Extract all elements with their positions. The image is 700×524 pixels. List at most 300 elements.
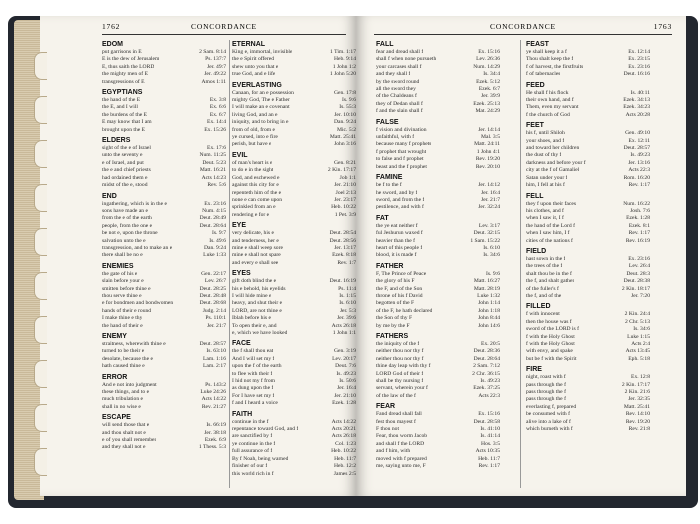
- context-phrase: to false and f prophet: [376, 156, 424, 163]
- verse-reference: Deut. 28:57: [623, 145, 650, 152]
- concordance-line: [376, 93, 500, 100]
- thumb-index-tab[interactable]: [34, 228, 47, 256]
- entry-heading: EVIL: [232, 151, 248, 159]
- concordance-line: [376, 356, 500, 363]
- verse-reference: Acts 2:4: [631, 341, 650, 347]
- verse-reference: Acts 20:28: [625, 111, 650, 118]
- verse-reference: Jer. 38:18: [204, 429, 226, 436]
- context-phrase: By f Noah, being warned: [232, 455, 289, 462]
- concordance-line: [526, 382, 650, 389]
- context-phrase: f and I heard a voice: [232, 400, 278, 407]
- concordance-line: [232, 323, 356, 330]
- concordance-line: [232, 230, 356, 237]
- verse-reference: Hos. 3:5: [481, 440, 500, 447]
- concordance-entry-group: [102, 413, 226, 452]
- context-phrase: him, I fell at his f: [526, 182, 565, 189]
- context-phrase: E, thus saith the LORD: [102, 63, 155, 70]
- concordance-line: [232, 471, 356, 478]
- verse-reference: John 3:16: [334, 141, 356, 148]
- concordance-line: [526, 256, 650, 263]
- context-phrase: to do e in the sight: [232, 167, 274, 174]
- concordance-line: [376, 300, 500, 307]
- concordance-line: [232, 371, 356, 378]
- verse-reference: Jer. 21:10: [334, 392, 356, 399]
- concordance-line: [526, 223, 650, 230]
- verse-reference: Is. 6:10: [483, 244, 500, 251]
- concordance-entry-group: [376, 173, 500, 212]
- verse-reference: Lev. 26:4: [628, 263, 650, 270]
- concordance-line: [232, 426, 356, 433]
- verse-reference: Eph. 5:18: [628, 355, 650, 362]
- concordance-line: [376, 86, 500, 93]
- context-phrase: from of old, from e: [232, 126, 276, 133]
- context-phrase: shall be thy nursing f: [376, 378, 424, 385]
- context-phrase: upon the f of the earth: [232, 363, 282, 370]
- concordance-line: [376, 79, 500, 86]
- concordance-line: [376, 348, 500, 355]
- verse-reference: Lev. 3:17: [478, 222, 500, 229]
- concordance-line: [376, 238, 500, 245]
- context-phrase: and they shall f: [376, 71, 411, 78]
- verse-reference: Gen. 17:8: [333, 89, 356, 96]
- concordance-line: [376, 371, 500, 378]
- verse-reference: 2 Kin. 18:17: [621, 285, 650, 292]
- concordance-line: [526, 97, 650, 104]
- context-phrase: and thou shalt not e: [102, 429, 146, 436]
- concordance-line: [102, 389, 226, 396]
- context-phrase: and every e shall see: [232, 259, 279, 266]
- concordance-line: [376, 56, 500, 63]
- entry-heading: FELL: [526, 192, 544, 200]
- concordance-line: [102, 127, 226, 134]
- context-phrase: which burneth with f: [526, 426, 573, 433]
- context-phrase: smitten before thine e: [102, 285, 151, 292]
- verse-reference: Acts 22:3: [478, 392, 500, 399]
- context-phrase: heart of this people f: [376, 244, 423, 251]
- context-phrase: Fand dread shall fall: [376, 411, 422, 418]
- context-phrase: desolate, because the e: [102, 355, 153, 362]
- context-phrase: ye shall keep it a f: [526, 49, 567, 55]
- concordance-line: [102, 175, 226, 182]
- context-phrase: throne of his f David: [376, 292, 423, 299]
- concordance-line: [526, 112, 650, 119]
- verse-reference: Jer. 14:14: [478, 126, 500, 133]
- concordance-line: [102, 252, 226, 259]
- verse-reference: Deut. 32:15: [473, 230, 500, 237]
- context-phrase: the f, and of the: [526, 292, 562, 299]
- verse-reference: Ezek. 5:12: [476, 78, 500, 85]
- thumb-index-tab[interactable]: [34, 272, 47, 300]
- concordance-line: [102, 71, 226, 78]
- concordance-line: [526, 404, 650, 411]
- concordance-entry-group: [102, 373, 226, 412]
- concordance-line: [232, 212, 356, 219]
- concordance-line: [526, 208, 650, 215]
- verse-reference: Jer. 14:12: [478, 182, 500, 189]
- context-phrase: their own hand, and f: [526, 97, 574, 104]
- context-phrase: his e behold, his eyelids: [232, 285, 286, 292]
- context-phrase: the F, and of the Son: [376, 285, 423, 292]
- context-phrase: they f upon their faces: [526, 200, 577, 207]
- verse-reference: 2 Chr. 5:13: [624, 318, 650, 325]
- concordance-entry-group: [232, 40, 356, 79]
- verse-reference: Acts 26:18: [331, 433, 356, 440]
- context-phrase: F, The Prince of Peace: [376, 270, 427, 277]
- concordance-entry-group: [376, 214, 500, 260]
- context-phrase: straitness, wherewith thine e: [102, 341, 166, 347]
- entry-heading: FAITH: [232, 410, 253, 418]
- concordance-line: [376, 286, 500, 293]
- context-phrase: shew unto you that e: [232, 63, 279, 70]
- concordance-line: [526, 263, 650, 270]
- verse-reference: Ex. 23:16: [628, 255, 650, 262]
- verse-reference: Jer. 5:3: [339, 307, 356, 314]
- concordance-line: [376, 182, 500, 189]
- left-page: [40, 16, 356, 496]
- running-head: CONCORDANCE: [490, 22, 556, 31]
- verse-reference: 1 John 1:2: [332, 63, 356, 70]
- concordance-line: [102, 119, 226, 126]
- thumb-index-tab[interactable]: [34, 140, 47, 168]
- verse-reference: Deut. 7:6: [335, 363, 356, 370]
- context-phrase: God, and eschewed e: [232, 174, 280, 181]
- concordance-line: [232, 278, 356, 285]
- concordance-line: [376, 101, 500, 108]
- verse-reference: Dan. 9:24: [203, 244, 226, 251]
- entry-heading: FEET: [526, 122, 544, 130]
- concordance-entry-group: [102, 262, 226, 330]
- context-phrase: brought upon the E: [102, 126, 146, 133]
- concordance-line: [526, 271, 650, 278]
- context-phrase: against this city for e: [232, 182, 279, 189]
- thumb-index-tab[interactable]: [34, 184, 47, 212]
- context-phrase: and f him, with: [376, 448, 411, 455]
- concordance-line: [526, 230, 650, 237]
- context-phrase: sword, and from the f: [376, 196, 425, 203]
- context-phrase: thine day leap with thy f: [376, 363, 431, 370]
- verse-reference: Ex. 23:15: [628, 56, 650, 63]
- concordance-line: [232, 56, 356, 63]
- verse-reference: Jer. 7:20: [631, 292, 650, 299]
- concordance-line: [232, 400, 356, 407]
- context-phrase: true God, and e life: [232, 71, 276, 78]
- context-phrase: transgressions of E: [102, 78, 145, 85]
- concordance-line: [526, 293, 650, 300]
- context-phrase: thou serve thine e: [102, 292, 142, 299]
- context-phrase: there shall be no e: [102, 252, 143, 259]
- verse-reference: Ps. 137:7: [205, 56, 226, 63]
- concordance-line: [102, 286, 226, 293]
- verse-reference: Deut. 28:64: [199, 222, 226, 229]
- concordance-line: [526, 326, 650, 333]
- concordance-line: [526, 64, 650, 71]
- left-page-header: [102, 22, 346, 35]
- context-phrase: heavier than the f: [376, 237, 415, 244]
- verse-reference: Rev. 20:10: [475, 163, 500, 170]
- verse-reference: Amos 1:11: [201, 78, 226, 85]
- concordance-line: [376, 433, 500, 440]
- context-phrase: salvation unto the e: [102, 237, 146, 244]
- concordance-line: [376, 341, 500, 348]
- context-phrase: pestilence, and with f: [376, 204, 424, 211]
- concordance-line: [376, 190, 500, 197]
- verse-reference: Ezek. 8:1: [628, 222, 650, 229]
- context-phrase: the burdens of the E: [102, 111, 148, 118]
- context-phrase: the Son of thy F: [376, 315, 413, 322]
- verse-reference: Ex. 12:14: [628, 49, 650, 55]
- verse-reference: Is. 6:10: [339, 300, 356, 307]
- concordance-line: [102, 382, 226, 389]
- context-phrase: be consumed with f: [526, 411, 570, 418]
- concordance-line: [102, 271, 226, 278]
- thumb-index-tab[interactable]: [34, 448, 47, 476]
- entry-heading: EYE: [232, 222, 247, 230]
- verse-reference: Ezek. 6:7: [478, 86, 500, 93]
- context-phrase: the mighty men of E: [102, 71, 148, 78]
- concordance-line: [376, 293, 500, 300]
- concordance-line: [102, 208, 226, 215]
- verse-reference: Lev. 26:36: [476, 56, 500, 63]
- context-phrase: beast and the f prophet: [376, 163, 427, 170]
- context-phrase: hast sown in the f: [526, 255, 566, 262]
- context-phrase: f of tabernacles: [526, 71, 561, 78]
- verse-reference: Lam. 1:16: [203, 355, 226, 362]
- context-phrase: then the house was f: [526, 318, 572, 325]
- concordance-entry-group: [102, 88, 226, 134]
- concordance-line: [376, 378, 500, 385]
- entry-heading: ENEMY: [102, 333, 127, 340]
- concordance-entry-group: [376, 262, 500, 330]
- concordance-column: [376, 38, 500, 471]
- thumb-index-tab[interactable]: [34, 360, 47, 388]
- concordance-entry-group: [232, 339, 356, 407]
- verse-reference: Rev. 16:19: [625, 237, 650, 244]
- verse-reference: Acts 20:21: [331, 426, 356, 433]
- verse-reference: Jer. 49:22: [204, 71, 226, 78]
- verse-reference: Rev. 14:10: [625, 411, 650, 418]
- concordance-entry-group: [102, 192, 226, 260]
- context-phrase: had ordained them e: [102, 174, 148, 181]
- concordance-entry-group: [526, 365, 650, 433]
- context-phrase: I hid not my f from: [232, 378, 276, 385]
- context-phrase: slain before your e: [102, 278, 144, 285]
- context-phrase: put garrisons in E: [102, 49, 142, 55]
- verse-reference: Is. 41:10: [480, 426, 500, 433]
- concordance-line: [526, 167, 650, 174]
- context-phrase: and shall f the LORD: [376, 440, 425, 447]
- context-phrase: fest thou mayest f: [376, 418, 416, 425]
- verse-reference: Rev. 1:17: [628, 230, 650, 237]
- context-phrase: perish, but have e: [232, 141, 272, 148]
- concordance-line: [526, 286, 650, 293]
- concordance-line: [102, 230, 226, 237]
- running-head: CONCORDANCE: [191, 22, 257, 31]
- context-phrase: begotten of the F: [376, 300, 415, 307]
- entry-heading: FEAST: [526, 41, 549, 48]
- verse-reference: Ex. 23:16: [628, 63, 650, 70]
- thumb-index-tab[interactable]: [34, 52, 47, 80]
- context-phrase: pass through the f: [526, 389, 566, 396]
- concordance-line: [232, 104, 356, 111]
- concordance-line: [376, 385, 500, 392]
- context-phrase: will send those that e: [102, 422, 150, 429]
- concordance-line: [376, 271, 500, 278]
- entry-heading: END: [102, 192, 117, 200]
- verse-reference: Matt. 28:19: [473, 285, 500, 292]
- concordance-line: [232, 64, 356, 71]
- context-phrase: living God, and an e: [232, 111, 278, 118]
- verse-reference: Num. 14:29: [473, 63, 500, 70]
- concordance-entry-group: [526, 192, 650, 245]
- verse-reference: Jer. 10:10: [334, 111, 356, 118]
- concordance-line: [526, 319, 650, 326]
- concordance-line: [526, 426, 650, 433]
- verse-reference: Deut. 28:54: [329, 230, 356, 237]
- verse-reference: Rev. 21:8: [628, 426, 650, 433]
- context-phrase: the hand of the E: [102, 97, 141, 104]
- context-phrase: none e can come upon: [232, 196, 283, 203]
- concordance-line: [376, 456, 500, 463]
- verse-reference: Num. 11:25: [199, 152, 226, 159]
- concordance-line: [232, 433, 356, 440]
- verse-reference: Gen. 8:21: [333, 159, 356, 166]
- concordance-line: [102, 437, 226, 444]
- context-phrase: Thou shalt keep the f: [526, 56, 574, 63]
- concordance-line: [232, 90, 356, 97]
- verse-reference: Gen. 22:17: [201, 270, 226, 277]
- context-phrase: f prophet that wrought: [376, 148, 427, 155]
- concordance-line: [376, 315, 500, 322]
- entry-heading: EYES: [232, 270, 251, 278]
- verse-reference: Jer. 39:9: [481, 93, 500, 100]
- context-phrase: darkness and before your f: [526, 159, 586, 166]
- context-phrase: everlasting f, prepared: [526, 403, 577, 410]
- context-phrase: his f, until Shiloh: [526, 130, 565, 137]
- concordance-line: [102, 112, 226, 119]
- context-phrase: the dust of thy f: [526, 152, 562, 159]
- concordance-line: [526, 152, 650, 159]
- context-phrase: because many f prophets: [376, 141, 432, 148]
- verse-reference: Rev. 19:20: [625, 418, 650, 425]
- context-phrase: all the sword they: [376, 86, 416, 93]
- context-phrase: unfaithful, with f: [376, 134, 415, 141]
- concordance-line: [232, 286, 356, 293]
- concordance-line: [376, 230, 500, 237]
- entry-heading: ELDERS: [102, 137, 131, 145]
- concordance-line: [526, 389, 650, 396]
- context-phrase: ye cursed, into e fire: [232, 134, 278, 141]
- concordance-entry-group: [102, 136, 226, 189]
- verse-reference: Jer. 49:7: [207, 63, 226, 70]
- concordance-line: [102, 430, 226, 437]
- thumb-index-tab[interactable]: [34, 316, 47, 344]
- concordance-entry-group: [526, 247, 650, 300]
- concordance-line: [526, 56, 650, 63]
- context-phrase: the E, and I will: [102, 104, 138, 111]
- context-phrase: f with the Holy Ghost: [526, 341, 575, 347]
- concordance-line: [232, 141, 356, 148]
- entry-heading: EVERLASTING: [232, 81, 282, 89]
- concordance-line: [232, 245, 356, 252]
- concordance-line: [526, 182, 650, 189]
- verse-reference: Is. 49:23: [480, 378, 500, 385]
- context-phrase: and tenderness, her e: [232, 237, 279, 244]
- context-phrase: of man's heart is e: [232, 159, 273, 166]
- context-phrase: by the sword round: [376, 78, 420, 85]
- concordance-line: [526, 71, 650, 78]
- concordance-line: [102, 396, 226, 403]
- concordance-line: [232, 175, 356, 182]
- concordance-entry-group: [526, 302, 650, 363]
- verse-reference: John 1:18: [478, 307, 500, 314]
- verse-reference: Deut. 28:64: [473, 355, 500, 362]
- verse-reference: Ex. 15:16: [478, 49, 500, 55]
- concordance-entry-group: [232, 269, 356, 337]
- verse-reference: Gen. 49:10: [625, 130, 650, 137]
- context-phrase: the f shall thou eat: [232, 348, 274, 355]
- entry-heading: FIRE: [526, 366, 542, 374]
- verse-reference: Is. 1:15: [339, 292, 356, 299]
- context-phrase: f and the slain shall f: [376, 108, 423, 115]
- context-phrase: f of harvest, the firstfruits: [526, 63, 584, 70]
- concordance-line: [232, 419, 356, 426]
- concordance-line: [376, 411, 500, 418]
- thumb-index-tab[interactable]: [34, 96, 47, 124]
- context-phrase: these things, and to e: [102, 389, 150, 396]
- verse-reference: Lev. 20:17: [332, 355, 356, 362]
- context-phrase: For I have set my f: [232, 392, 275, 399]
- verse-reference: Ps. 11:4: [338, 285, 356, 292]
- concordance-line: [232, 119, 356, 126]
- concordance-line: [376, 134, 500, 141]
- verse-reference: Is. 50:6: [339, 378, 356, 385]
- context-phrase: the f, and shalt gather: [526, 278, 575, 285]
- verse-reference: Num. 4:15: [202, 207, 226, 214]
- context-phrase: e for bondmen and bondwomen: [102, 300, 174, 307]
- context-phrase: the hand of their e: [102, 322, 143, 329]
- concordance-line: [376, 245, 500, 252]
- concordance-line: [102, 293, 226, 300]
- verse-reference: Jer. 13:16: [628, 159, 650, 166]
- context-phrase: as dung upon the f: [232, 385, 274, 392]
- verse-reference: Rev. 19:20: [475, 156, 500, 163]
- verse-reference: Jer. 23:17: [334, 196, 356, 203]
- verse-reference: James 2:5: [333, 470, 356, 477]
- verse-reference: John 8:44: [478, 315, 500, 322]
- verse-reference: 1 John 5:20: [329, 71, 356, 78]
- concordance-line: [232, 197, 356, 204]
- concordance-line: [376, 419, 500, 426]
- verse-reference: Ezek. 1:28: [626, 215, 650, 222]
- concordance-column: [232, 38, 356, 478]
- concordance-line: [376, 308, 500, 315]
- verse-reference: John 14:6: [478, 322, 500, 329]
- verse-reference: Rev. 21:27: [201, 403, 226, 410]
- context-phrase: gift doth blind the e: [232, 278, 277, 285]
- verse-reference: Ex. 15:16: [478, 411, 500, 418]
- context-phrase: blood, it is made f: [376, 252, 417, 259]
- context-phrase: very delicate, his e: [232, 230, 274, 237]
- concordance-line: [232, 97, 356, 104]
- context-phrase: sprinkled from an e: [232, 204, 276, 211]
- concordance-line: [102, 167, 226, 174]
- context-phrase: the gate of his e: [102, 270, 138, 277]
- verse-reference: Acts 14:22: [331, 418, 356, 425]
- thumb-index-tab[interactable]: [34, 404, 47, 432]
- concordance-line: [526, 341, 650, 348]
- concordance-line: [232, 134, 356, 141]
- verse-reference: Is. 41:14: [480, 433, 500, 440]
